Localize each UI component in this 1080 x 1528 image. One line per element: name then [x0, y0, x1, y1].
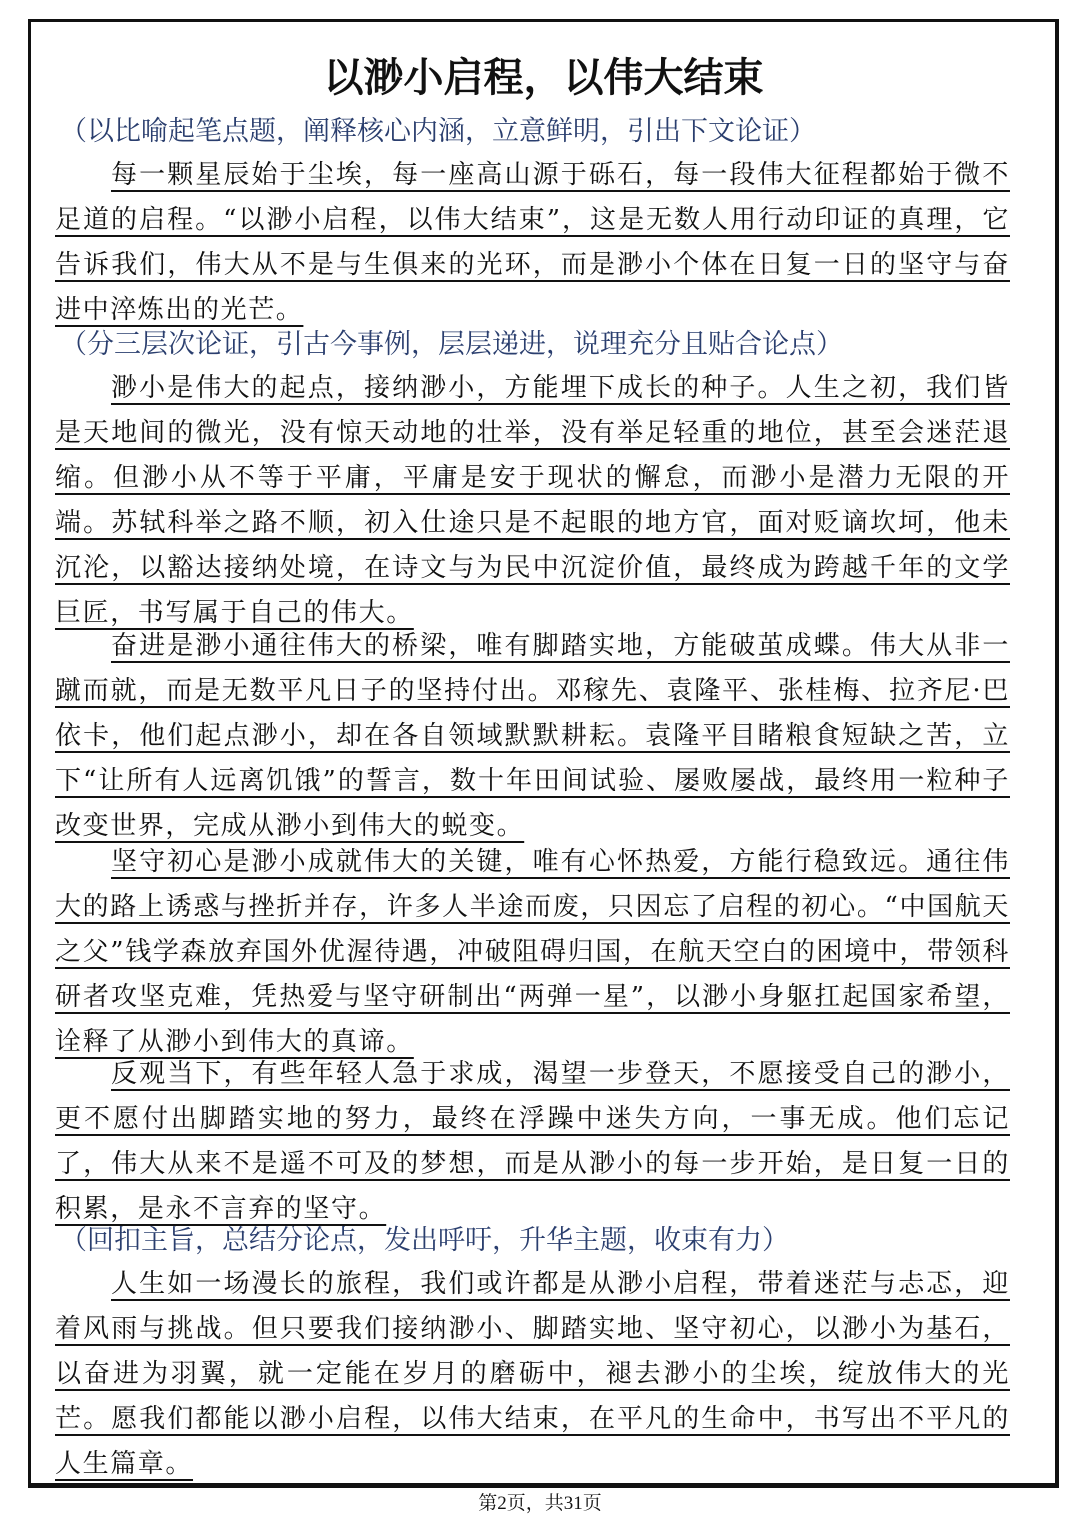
paragraph-point-3 — [55, 840, 1010, 1065]
paragraph-text: 每一颗星辰始于尘埃，每一座高山源于砾石，每一段伟大征程都始于微不足道的启程。“以渺小启程，以伟大结束”，这是无数人用行动印证的真理，它告诉我们，伟大从不是与生俱来的光环，而是渺小个体在日复一日的坚守与奋进中淬炼出的光芒。 — [55, 160, 1010, 325]
paragraph-text: 渺小是伟大的起点，接纳渺小，方能埋下成长的种子。人生之初，我们皆是天地间的微光，没有惊天动地的壮举，没有举足轻重的地位，甚至会迷茫退缩。但渺小从不等于平庸，平庸是安于现状的懈怠，而渺小是潜力无限的开端。苏轼科举之路不顺，初入仕途只是不起眼的地方官，面对贬谪坎坷，他未沉沦，以豁达接纳处境，在诗文与为民中沉淀价值，最终成为跨越千年的文学巨匠，书写属于自己的伟大。 — [55, 373, 1010, 628]
paragraph-contrast — [55, 1052, 1010, 1232]
paragraph-text: 奋进是渺小通往伟大的桥梁，唯有脚踏实地，方能破茧成蝶。伟大从非一蹴而就，而是无数平凡日子的坚持付出。邓稼先、袁隆平、张桂梅、拉齐尼·巴依卡，他们起点渺小，却在各自领域默默耕耘。袁隆平目睹粮食短缺之苦，立下“让所有人远离饥饿”的誓言，数十年田间试验、屡败屡战，最终用一粒种子改变世界，完成从渺小到伟大的蜕变。 — [55, 631, 1010, 841]
essay-title: 以渺小启程，以伟大结束 — [323, 55, 764, 101]
paragraph-point-2 — [55, 624, 1010, 849]
annotation-conclusion: （回扣主旨，总结分论点，发出呼吁，升华主题，收束有力） — [60, 1225, 789, 1256]
paragraph-intro — [55, 153, 1010, 333]
annotation-intro: （以比喻起笔点题，阐释核心内涵，立意鲜明，引出下文论证） — [60, 116, 816, 147]
paragraph-point-1 — [55, 366, 1010, 636]
paragraph-conclusion — [55, 1262, 1010, 1487]
paragraph-text: 坚守初心是渺小成就伟大的关键，唯有心怀热爱，方能行稳致远。通往伟大的路上诱惑与挫折并存，许多人半途而废，只因忘了启程的初心。“中国航天之父”钱学森放弃国外优渥待遇，冲破阻碍归国，在航天空白的困境中，带领科研者攻坚克难，凭热爱与坚守研制出“两弹一星”，以渺小身躯扛起国家希望，诠释了从渺小到伟大的真谛。 — [55, 847, 1010, 1057]
annotation-body: （分三层次论证，引古今事例，层层递进，说理充分且贴合论点） — [60, 329, 843, 360]
paragraph-text: 人生如一场漫长的旅程，我们或许都是从渺小启程，带着迷茫与忐忑，迎着风雨与挑战。但只要我们接纳渺小、脚踏实地、坚守初心，以渺小为基石，以奋进为羽翼，就一定能在岁月的磨砺中，褪去渺小的尘埃，绽放伟大的光芒。愿我们都能以渺小启程，以伟大结束，在平凡的生命中，书写出不平凡的人生篇章。 — [55, 1269, 1010, 1479]
paragraph-text: 反观当下，有些年轻人急于求成，渴望一步登天，不愿接受自己的渺小，更不愿付出脚踏实地的努力，最终在浮躁中迷失方向，一事无成。他们忘记了，伟大从来不是遥不可及的梦想，而是从渺小的每一步开始，是日复一日的积累，是永不言弃的坚守。 — [55, 1059, 1010, 1224]
page-number: 第2页，共31页 — [478, 1493, 602, 1514]
